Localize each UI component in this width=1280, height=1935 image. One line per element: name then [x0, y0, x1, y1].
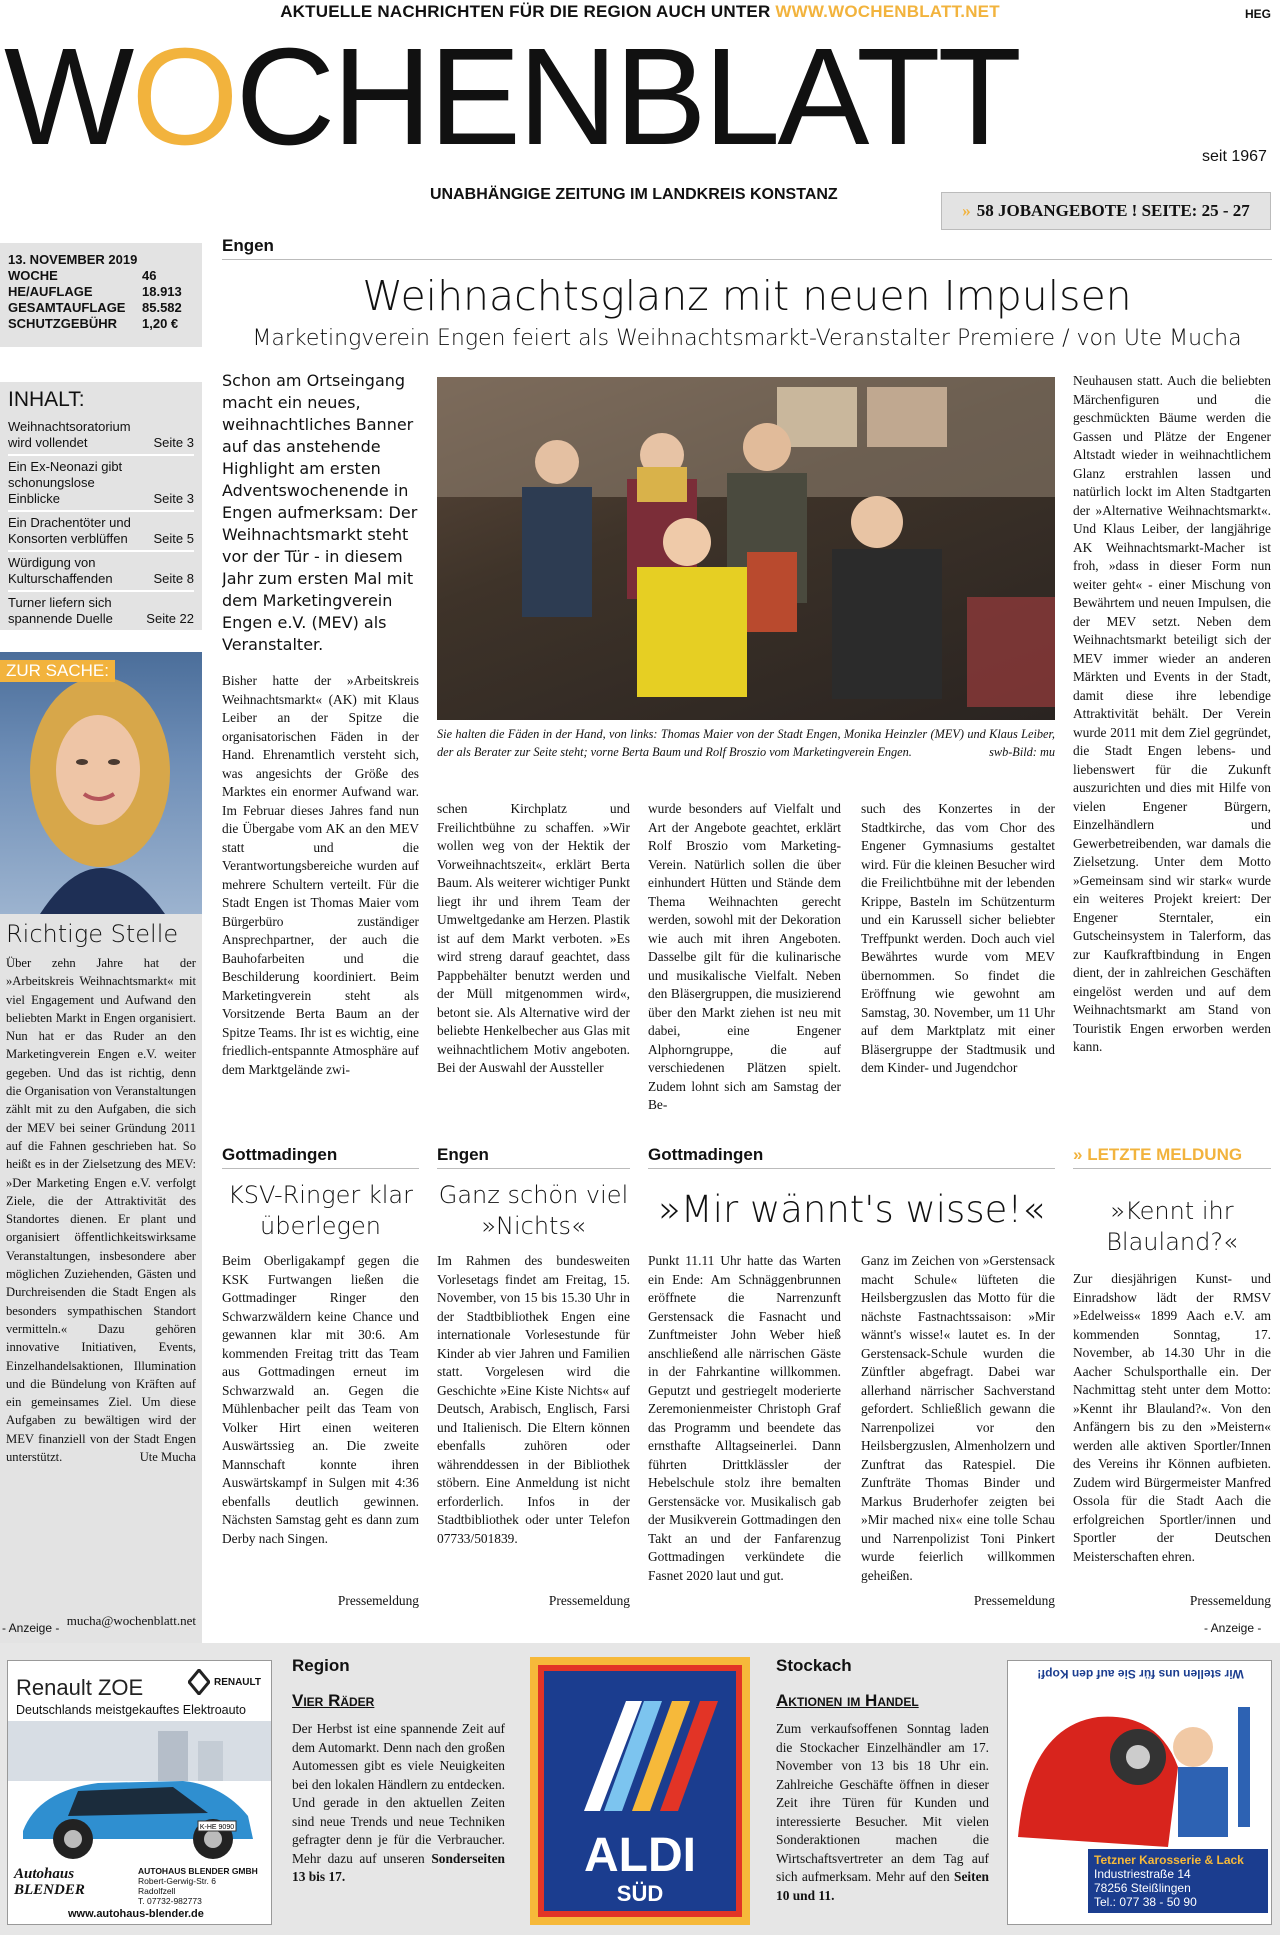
tetzner-footer: Tetzner Karosserie & Lack Industriestraße 14 78256 Steißlingen Tel.: 077 38 - 50 90 [1088, 1849, 1268, 1913]
article-body: Beim Oberligakampf gegen die KSK Furtwangen ließen die Gottmadinger Ringer den Schwarzwäldern keine Chance und gewannen klar mit 30:6. Am kommenden Freitag tritt das Team aus Gottmadingen erneut im Schwarzwald an. Gegen die Mühlenbacher peilt das Team von Volker Hirt einen weiteren Auswärtssieg an. Die zweite Mannschaft konnte ihren Auswärtskampf in Sulgen mit 4:36 ebenfalls deutlich gewinnen. Nächsten Samstag geht es dann zum Derby nach Singen. [222, 1253, 419, 1546]
aldi-sub: SÜD [616, 1881, 664, 1906]
zur-sache-label: ZUR SACHE: [0, 660, 115, 682]
lead-intro: Schon am Ortseingang macht ein neues, weihnachtliches Banner auf das anstehende Highlight am ersten Adventswochenende in Engen aufmerksam: Der Weihnachtsmarkt steht vor der Tür - in diesem Jahr zum ersten Mal mit dem Marketingverein Engen e.V. (MEV) als Veranstalter. [222, 371, 418, 654]
table-of-contents [0, 382, 202, 630]
mechanic-cartoon [1008, 1687, 1272, 1857]
photo-caption: Sie halten die Fäden in der Hand, von links: Thomas Maier von der Stadt Engen, Monika Heinzler (MEV) und Klaus Leiber, der als Berater zur Seite steht; vorne Berta Baum und Rolf Broszio vom Marketingverein Engen. swb-Bild: mu [437, 726, 1055, 761]
commentary-body: Über zehn Jahre hat der »Arbeitskreis Weihnachtsmarkt« mit viel Engagement und Aufwand den beliebten Markt in Engen organisiert. Nun hat er das Ruder an den Marketingverein Engen e.V. weiter gegeben. Und das ist richtig, denn die Organisation von Veranstaltungen zählt mit zu den Aufgaben, die sich der MEV bei seiner Gründung 2011 auf die Fahnen geschrieben hat. So heißt es in der Zielsetzung des MEV: »Der Marketing Engen e.V. verfolgt Ziele, die der Attraktivität des Standortes dienen. Er plant und organisiert öffentlichkeitswirksame Veranstaltungen, insbesondere aber möglichen Zuziehenden, Gästen und Durchreisenden die Stadt Engen als besonders sympathischen Standort vermitteln.« Dazu gehören innovative Initiativen, Events, Einzelhandelsaktionen, Illumination und die Bündelung von Kräften auf ein gemeinsames Ziel. Um diese Aufgaben zu bewältigen wird der MEV finanziell von der Stadt Engen unterstützt. Ute Mucha [6, 956, 196, 1465]
edition-code: HEG [1245, 7, 1272, 21]
portrait-illustration [0, 652, 202, 914]
top-line-url[interactable]: WWW.WOCHENBLATT.NET [775, 2, 1000, 21]
lead-body-col-1: Bisher hatte der »Arbeitskreis Weihnachtsmarkt« (AK) mit Klaus Leiber an der Spitze die organisatorischen Fäden in der Hand. Ehrenamtlich versteht sich, was angesichts der Größe des Marktes ein enormer Aufwand war. Im Februar dieses Jahres fand nun die Übergabe vom AK an den MEV statt und die Verantwortungsbereiche wurden auf mehrere Schultern verteilt. Für die Stadt Engen ist Thomas Maier vom Bürgerbüro zuständiger Ansprechpartner, der auch die Bauhofarbeiten und die Beschilderung koordiniert. Beim Marketingverein steht als Vorsitzende Berta Baum an der Spitze Teams. Ihr ist es wichtig, eine friedlich-entspannte Atmosphäre auf dem Marktgelände zwi- [222, 673, 419, 1077]
article-body: Zur diesjährigen Kunst- und Einradshow lädt der RMSV »Edelweiss« 1899 Aach e.V. am kommenden Sonntag, 17. November, ab 14.30 Uhr in die Aacher Schulsporthalle ein. Der Nachmittag steht unter dem Motto: »Kennt ihr Blauland?«. Von den Anfängern bis zu den »Meistern« werden alle aktiven Sportler/Innen des Vereins ihr Können aufbieten. Zudem wird Bürgermeister Manfred Ossola für die Stadt Aach die erfolgreichen Sportler/innen und Sportler der Deutschen Meisterschaften ehren. [1073, 1271, 1271, 1564]
aldi-ad[interactable] [530, 1657, 750, 1925]
issue-date: 13. NOVEMBER 2019 [8, 252, 138, 267]
aldi-name: ALDI [584, 1829, 696, 1882]
aldi-logo [538, 1665, 742, 1917]
toc-item[interactable]: Würdigung von Kulturschaffenden Seite 8 [8, 552, 194, 592]
issue-info-box [0, 243, 202, 347]
chevron-icon: » [962, 201, 971, 220]
subtitle: UNABHÄNGIGE ZEITUNG IM LANDKREIS KONSTANZ [430, 186, 838, 203]
ad-label-left: - Anzeige - [2, 1621, 60, 1635]
article-body-col-1: Punkt 11.11 Uhr hatte das Warten ein Ende: Am Schnäggenbrunnen eröffnete die Narrenzunft Gerstensack die Fasnacht und Zunftmeister John Weber hieß anschließend alle närrischen Gäste in der Fahrkantine willkommen. Geputzt und gestriegelt moderierte Zeremonienmeister Christoph Graf das Programm und beendete das ernsthafte Alltagseinerlei. Dann führten Drittklässler der Hebelschule stolz ihre bemalten Gerstensäcke vor. Musikalisch gab der Musikverein Gottmadingen den Takt an und der Fanfarenzug Gottmadingen verkündete die Fasnet 2020 laut und gut. [648, 1253, 841, 1583]
toc-item[interactable]: Ein Drachentöter und Konsorten verblüffen Seite 5 [8, 512, 194, 552]
commentary-title: Richtige Stelle [6, 920, 179, 948]
dealer-url[interactable]: www.autohaus-blender.de [68, 1908, 204, 1920]
lead-body-col-3: wurde besonders auf Vielfalt und Art der Angebote geachtet, erklärt Rolf Broszio vom Marketing-Verein. Natürlich sollen die über einhundert Hütten und Stände dem Thema Weihnachten gerecht werden, sowohl mit der Dekoration wie auch mit ihren Angeboten. Dasselbe gilt für die kulinarische und musikalische Vielfalt. Neben den Bläsergruppen, die musizierend über den Markt ziehen ist neu mit dabei, eine Engener Alphorngruppe, die auf verschiedenen Plätzen spielt. Zudem lohnt sich am Samstag der Be- [648, 801, 841, 1112]
region-body: Der Herbst ist eine spannende Zeit auf dem Automarkt. Denn nach den großen Automessen gibt es viele Neuigkeiten bei den lokalen Händlern zu entdecken. Und gerade in den aktuellen Zeiten sind neue Trends und neue Techniken gefragter denn je für die Verbraucher. Mehr dazu auf unseren Sonderseiten 13 bis 17. [292, 1721, 505, 1884]
breaking-news-kicker: » LETZTE MELDUNG [1073, 1145, 1271, 1169]
article-body-col-2: Ganz im Zeichen von »Gerstensack macht Schule« lüfteten die Heilsbergzuslen das Motto für die nächste Fastnachtssaison: »Mir wännt's wisse!« lautet es. In der Gerstensack-Schule wurden die Zünftler abgefragt. Dabei war allerhand närrischer Sachverstand gefordert. Schließlich gewann die Narrenpolizei vor den Heilsbergzuslen, Almenholzern und Zunftrat das Ratespiel. Die Zunfträte Thomas Binder und Markus Bruderhofer zeigten bei »Mir mached nix« eine tolle Schau und Narrenpolizist Toni Pinkert wurde feierlich willkommen geheißen. [861, 1253, 1055, 1583]
jobs-box[interactable] [941, 192, 1271, 230]
region-kicker: Region [292, 1656, 350, 1675]
article-headline: Ganz schön viel »Nichts« [438, 1181, 629, 1240]
lead-body-col-2: schen Kirchplatz und Freilichtbühne zu schaffen. »Wir wollen weg von der Hektik der Vorweihnachtszeit«, erklärt Berta Baum. Als weiterer wichtiger Punkt liegt ihr und ihrem Team der Umweltgedanke am Herzen. Plastik ist auf dem Markt verboten. »Es wird streng darauf geachtet, dass Pappbehälter benutzt werden und der Müll mitgenommen wird«, betont sie. Als Alternative wird der beliebte Henkelbecher aus Glas mit weihnachtlichem Motiv angeboten. Bei der Auswahl der Aussteller [437, 801, 630, 1075]
top-line-prefix: AKTUELLE NACHRICHTEN FÜR DIE REGION AUCH UNTER [280, 2, 771, 21]
tetzner-ad[interactable] [1007, 1660, 1272, 1925]
photo-illustration [437, 377, 1055, 720]
toc-title: INHALT: [8, 388, 85, 411]
jobs-text: 58 JOBANGEBOTE ! SEITE: 25 - 27 [976, 201, 1250, 220]
top-line [0, 2, 1280, 22]
since-label: seit 1967 [1202, 148, 1267, 165]
article-body: Im Rahmen des bundesweiten Vorlesetags findet am Freitag, 15. November, von 15 bis 15.30 Uhr in der Stadtbibliothek Engen eine internationale Vorlesestunde für Kinder ab vier Jahren und Familien statt. Vorgelesen wird die Geschichte »Eine Kiste Nichts« auf Deutsch, Arabisch, Englisch, Farsi und Italienisch. Die Eltern können ebenfalls zuhören oder währenddessen in der Bibliothek stöbern. Eine Anmeldung ist nicht erforderlich. Infos in der Stadtbibliothek oder unter Telefon 07733/501839. [437, 1253, 630, 1546]
lead-kicker: Engen [222, 236, 1272, 260]
renault-ad[interactable] [7, 1660, 272, 1925]
double-chevron-icon: » [1073, 1145, 1083, 1164]
article-kicker: Engen [437, 1145, 630, 1169]
lead-subheadline: Marketingverein Engen feiert als Weihnachtsmarkt-Veranstalter Premiere / von Ute Mucha [252, 326, 1242, 351]
photo-credit: swb-Bild: mu [989, 744, 1055, 759]
renault-tagline: Deutschlands meistgekauftes Elektroauto [16, 1703, 246, 1717]
info-row: WOCHE 46 [8, 268, 157, 283]
article-kicker: Gottmadingen [648, 1145, 1055, 1169]
lead-photo [437, 377, 1055, 720]
info-row: GESAMTAUFLAGE 85.582 [8, 300, 182, 315]
dealer-logo: Autohaus BLENDER [14, 1866, 85, 1898]
article-author: Pressemeldung [337, 1593, 419, 1608]
article-headline: »Mir wännt's wisse!« [658, 1188, 1045, 1231]
lead-body-col-4: such des Konzertes in der Stadtkirche, das vom Chor des Engener Gymnasiums gestaltet wird. Für die kleinen Besucher wird die Freilichtbühne mit der lebenden Krippe, Basteln im Schützenturm und ein Karussell sicher beliebter Treffpunkt werden. Doch auch viel Bewährtes wurde vom MEV übernommen. So findet die Eröffnung wie gewohnt am Samstag, 30. November, um 11 Uhr auf dem Marktplatz mit einer Bläsergruppe der Stadtmusik und dem Kinder- und Jugendchor [861, 801, 1055, 1075]
stockach-title: Aktionen im Handel [776, 1691, 919, 1710]
article-author: Pressemeldung [1189, 1593, 1271, 1608]
tetzner-banner: Wir stellen uns für Sie auf den Kopf! [1037, 1667, 1244, 1681]
lead-headline: Weihnachtsglanz mit neuen Impulsen [362, 272, 1132, 320]
logo-rest: CHENBLATT [235, 20, 1019, 174]
car-image [8, 1721, 272, 1861]
aldi-stripes [544, 1681, 736, 1831]
commentary-email[interactable]: mucha@wochenblatt.net [66, 1613, 196, 1628]
info-row: HE/AUFLAGE 18.913 [8, 284, 182, 299]
lead-body-col-5: Neuhausen statt. Auch die beliebten Märchenfiguren und die geschmückten Bäume werden die Gassen und Plätze der Engener Altstadt wieder in weihnachtlichem Glanz erstrahlen lassen und natürlich lockt im Alten Stadtgarten der »Alternative Weihnachtsmarkt«. Und Klaus Leiber, der langjährige AK Weihnachtsmarkt-Macher ist froh, »dass in dieser Form nun weiter geht« - einer Mischung von Bewährtem und neuen Impulsen, die der MEV setzt. Neben dem Weihnachtsmarkt beteiligt sich der MEV immer wieder an anderen Märkten und Events in der Stadt, damit diese ihre lebendige Attraktivität behält. Der Verein wurde 2011 mit dem Ziel gegründet, die Stadt Engen lebens- und liebenswert für die Zukunft auszurichten und dies mit Hilfe von vielen Engener Bürgern, Einzelhändlern und Gewerbetreibenden, war damals die Zielsetzung. Unter dem Motto »Gemeinsam sind wir stark« wurde ein weiteres Projekt kreiert: Der Engener Sterntaler, ein Gutscheinsystem in Talerform, das zur Kaufkraftbindung in Engen dient, der in zahlreichen Geschäften eingelöst werden und auf dem Weihnachtsmarkt am Stand von Touristik Engen erworben werden kann. [1073, 373, 1271, 1054]
renault-title: Renault ZOE [16, 1675, 144, 1700]
logo-w: W [4, 20, 132, 174]
article-author: Pressemeldung [973, 1593, 1055, 1608]
toc-item[interactable]: Weihnachtsoratorium wird vollendet Seite 3 [8, 416, 194, 456]
stockach-kicker: Stockach [776, 1656, 852, 1675]
logo-o: O [131, 20, 236, 174]
renault-brand: RENAULT [188, 1669, 261, 1695]
article-kicker: Gottmadingen [222, 1145, 419, 1169]
car-plate: K-HE 9090 [199, 1824, 235, 1831]
author-portrait [0, 652, 202, 914]
region-title: Vier Räder [292, 1691, 375, 1710]
article-headline: »Kennt ihr Blauland?« [1106, 1197, 1238, 1256]
article-headline: KSV-Ringer klar überlegen [227, 1181, 413, 1240]
info-row: SCHUTZGEBÜHR 1,20 € [8, 316, 179, 331]
renault-diamond-icon [188, 1669, 210, 1695]
article-author: Pressemeldung [548, 1593, 630, 1608]
toc-item[interactable]: Turner liefern sich spannende Duelle Seite 22 [8, 592, 194, 632]
ad-label-right: - Anzeige - [1204, 1621, 1262, 1635]
dealer-address: AUTOHAUS BLENDER GMBH Robert-Gerwig-Str. 6 Radolfzell T. 07732-982773 [138, 1866, 258, 1906]
stockach-body: Zum verkaufsoffenen Sonntag laden die Stockacher Einzelhändler am 17. November von 13 bis 18 Uhr ein. Zahlreiche Geschäfte öffnen in dieser Zeit ihre Türen für Kunden und interessierte Besucher. Mit vielen Sonderaktionen machen die Wirtschaftsvertreter an dem Tag auf sich aufmerksam. Mehr auf den Seiten 10 und 11. [776, 1721, 989, 1903]
newspaper-logo [4, 22, 1204, 172]
commentary-box [0, 652, 202, 1662]
toc-item[interactable]: Ein Ex-Neonazi gibt schonungslose Einblicke Seite 3 [8, 456, 194, 512]
